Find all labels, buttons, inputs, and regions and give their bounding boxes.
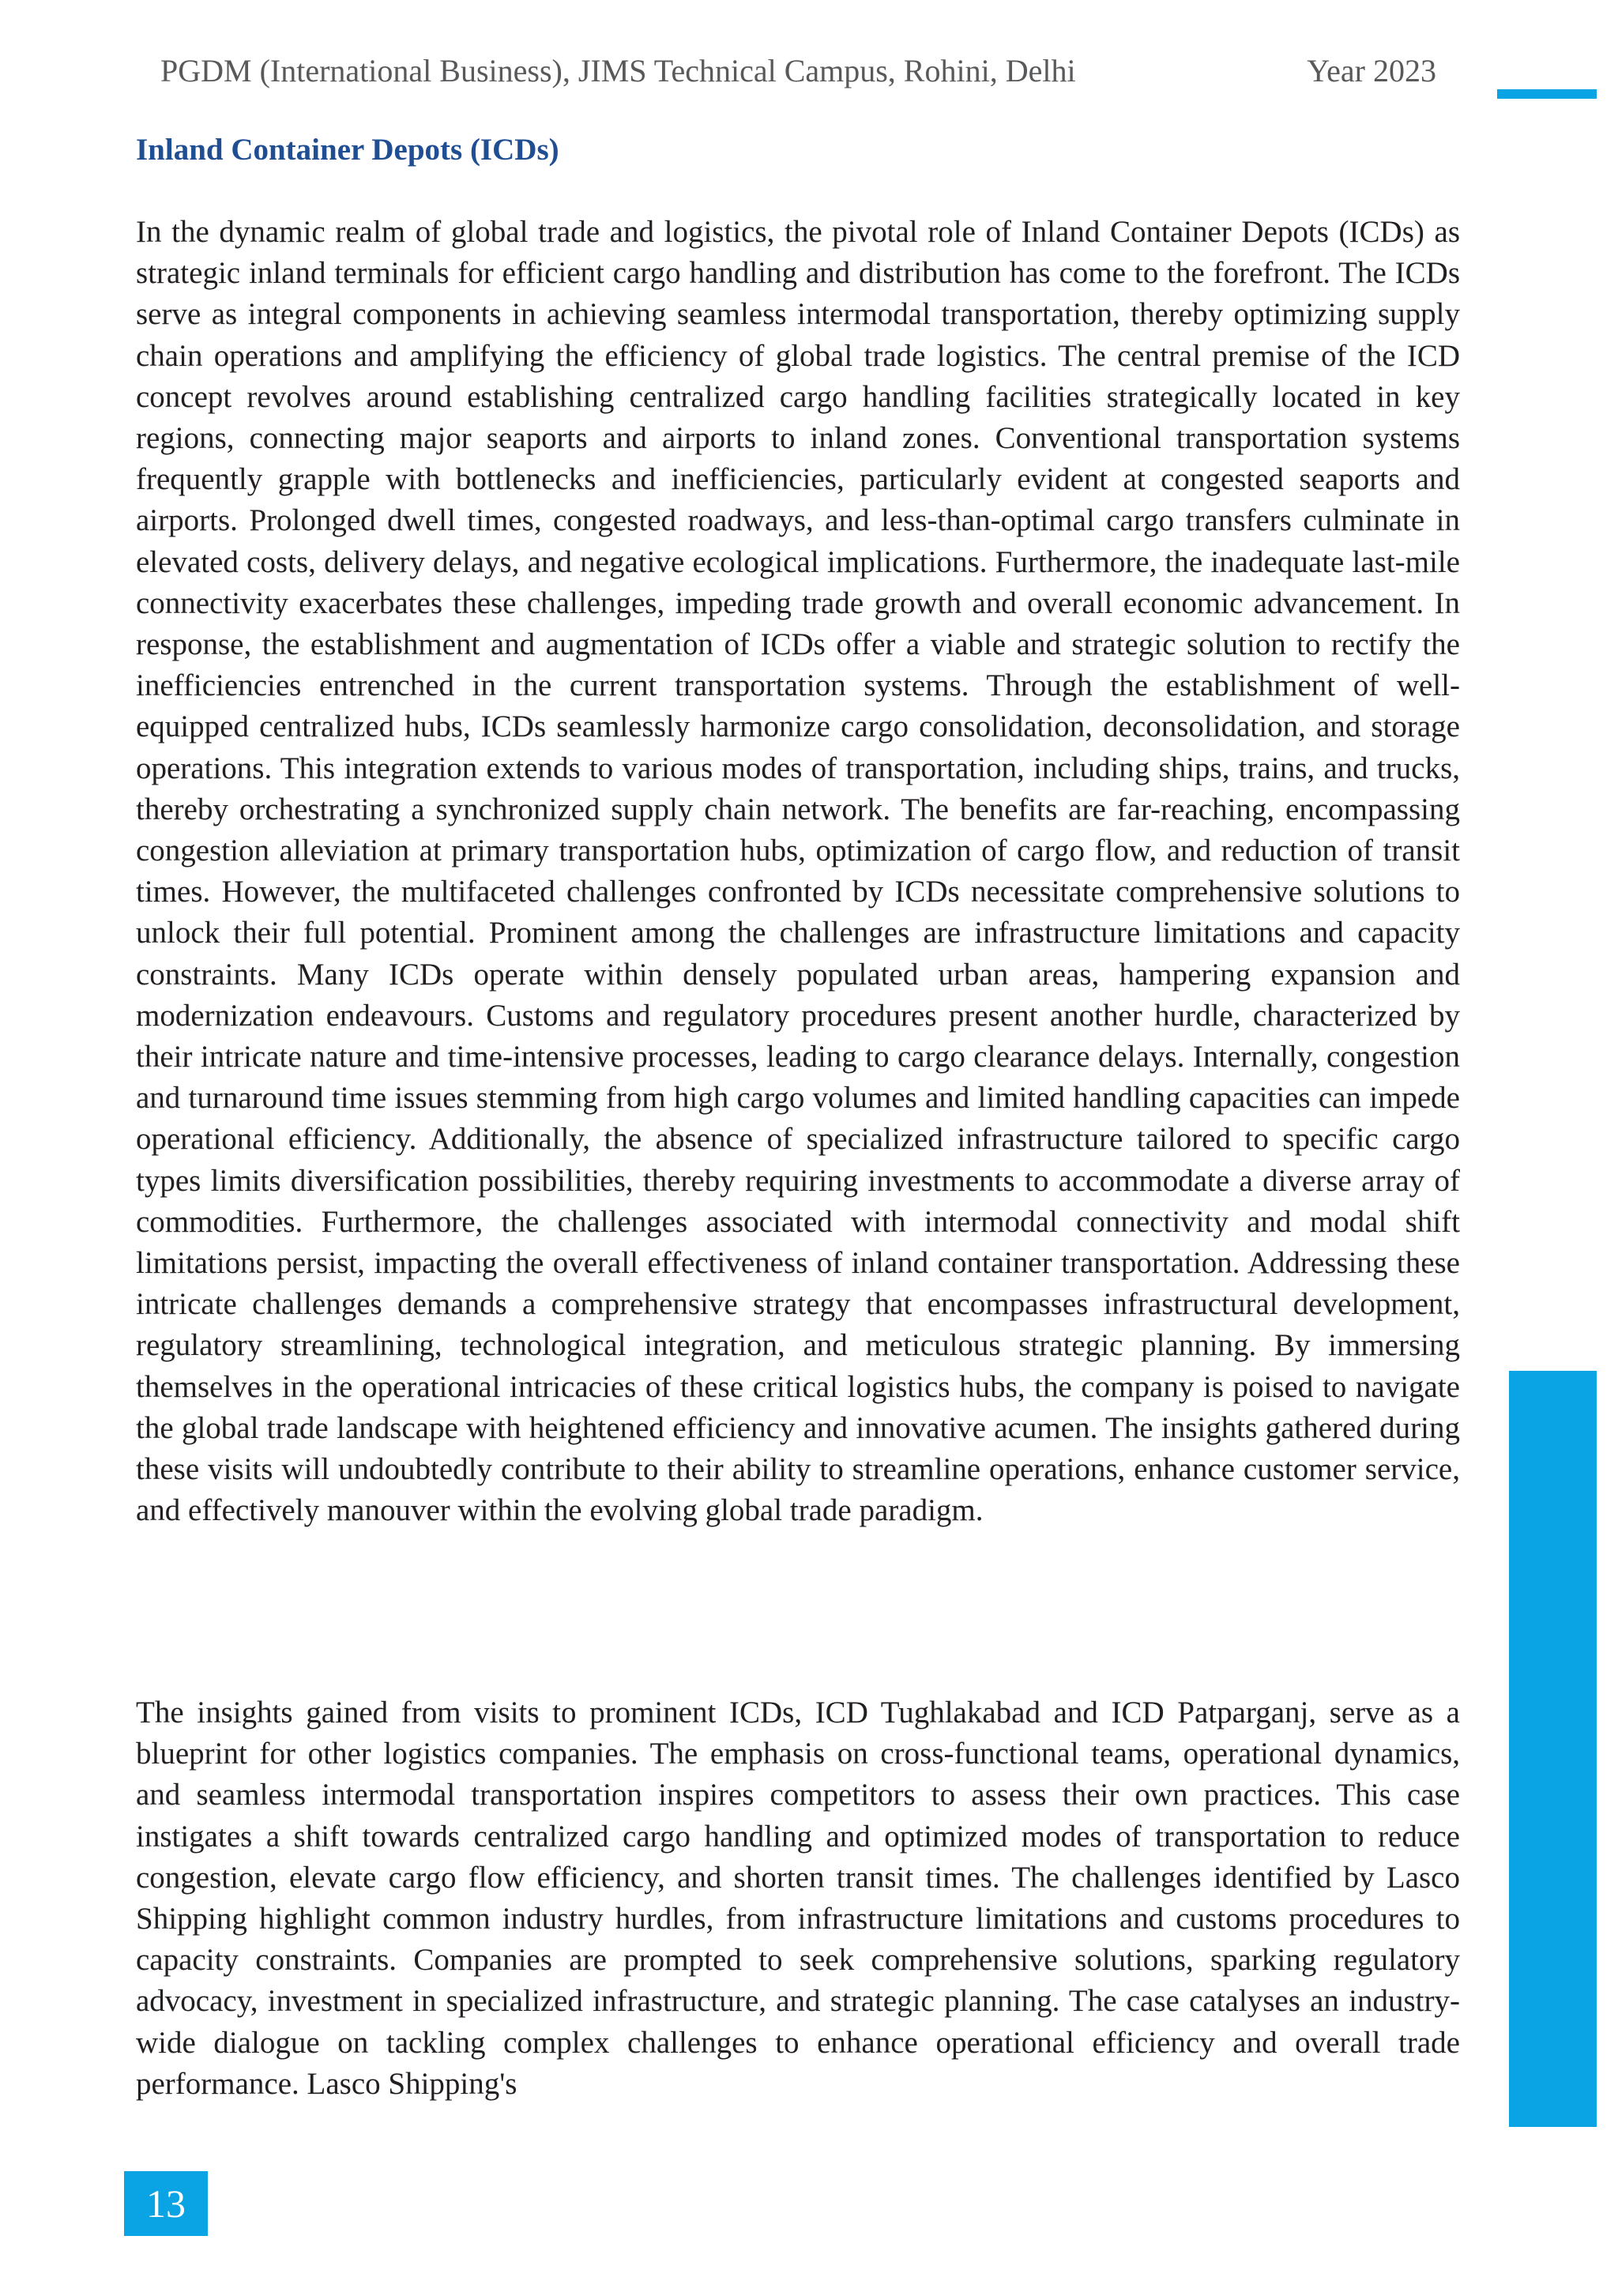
running-header [160, 49, 1436, 93]
header-year: Year 2023 [1307, 53, 1436, 88]
top-accent-bar [1497, 89, 1597, 99]
body-paragraph-1: In the dynamic realm of global trade and logistics, the pivotal role of Inland Container Depots (ICDs) as strategic inland terminals for efficient cargo handling and distribution has come to the forefront. The ICDs serve as integral components in achieving seamless intermodal transportation, thereby optimizing supply chain operations and amplifying the efficiency of global trade logistics. The central premise of the ICD concept revolves around establishing centralized cargo handling facilities strategically located in key regions, connecting major seaports and airports to inland zones. Conventional transportation systems frequently grapple with bottlenecks and inefficiencies, particularly evident at congested seaports and airports. Prolonged dwell times, congested roadways, and less-than-optimal cargo transfers culminate in elevated costs, delivery delays, and negative ecological implications. Furthermore, the inadequate last-mile connectivity exacerbates these challenges, impeding trade growth and overall economic advancement. In response, the establishment and augmentation of ICDs offer a viable and strategic solution to rectify the inefficiencies entrenched in the current transportation systems. Through the establishment of well-equipped centralized hubs, ICDs seamlessly harmonize cargo consolidation, deconsolidation, and storage operations. This integration extends to various modes of transportation, including ships, trains, and trucks, thereby orchestrating a synchronized supply chain network. The benefits are far-reaching, encompassing congestion alleviation at primary transportation hubs, optimization of cargo flow, and reduction of transit times. However, the multifaceted challenges confronted by ICDs necessitate comprehensive solutions to unlock their full potential. Prominent among the challenges are infrastructure limitations and capacity constraints. Many ICDs operate within densely populated urban areas, hampering expansion and modernization endeavours. Customs and regulatory procedures present another hurdle, characterized by their intricate nature and time-intensive processes, leading to cargo clearance delays. Internally, congestion and turnaround time issues stemming from high cargo volumes and limited handling capacities can impede operational efficiency. Additionally, the absence of specialized infrastructure tailored to specific cargo types limits diversification possibilities, thereby requiring investments to accommodate a diverse array of commodities. Furthermore, the challenges associated with intermodal connectivity and modal shift limitations persist, impacting the overall effectiveness of inland container transportation. Addressing these intricate challenges demands a comprehensive strategy that encompasses infrastructural development, regulatory streamlining, technological integration, and meticulous strategic planning. By immersing themselves in the operational intricacies of these critical logistics hubs, the company is poised to navigate the global trade landscape with heightened efficiency and innovative acumen. The insights gathered during these visits will undoubtedly contribute to their ability to streamline operations, enhance customer service, and effectively manouver within the evolving global trade paradigm. [136, 215, 1460, 1528]
page-number: 13 [124, 2171, 208, 2236]
side-accent-tab [1509, 1371, 1597, 2127]
header-program: PGDM (International Business), JIMS Technical Campus, Rohini, Delhi [160, 53, 1076, 88]
section-title: Inland Container Depots (ICDs) [136, 133, 559, 167]
body-paragraph-2: The insights gained from visits to prominent ICDs, ICD Tughlakabad and ICD Patparganj, serve as a blueprint for other logistics companies. The emphasis on cross-functional teams, operational dynamics, and seamless intermodal transportation inspires competitors to assess their own practices. This case instigates a shift towards centralized cargo handling and optimized modes of transportation to reduce congestion, elevate cargo flow efficiency, and shorten transit times. The challenges identified by Lasco Shipping highlight common industry hurdles, from infrastructure limitations and customs procedures to capacity constraints. Companies are prompted to seek comprehensive solutions, sparking regulatory advocacy, investment in specialized infrastructure, and strategic planning. The case catalyses an industry-wide dialogue on tackling complex challenges to enhance operational efficiency and overall trade performance. Lasco Shipping's [136, 1696, 1460, 2101]
